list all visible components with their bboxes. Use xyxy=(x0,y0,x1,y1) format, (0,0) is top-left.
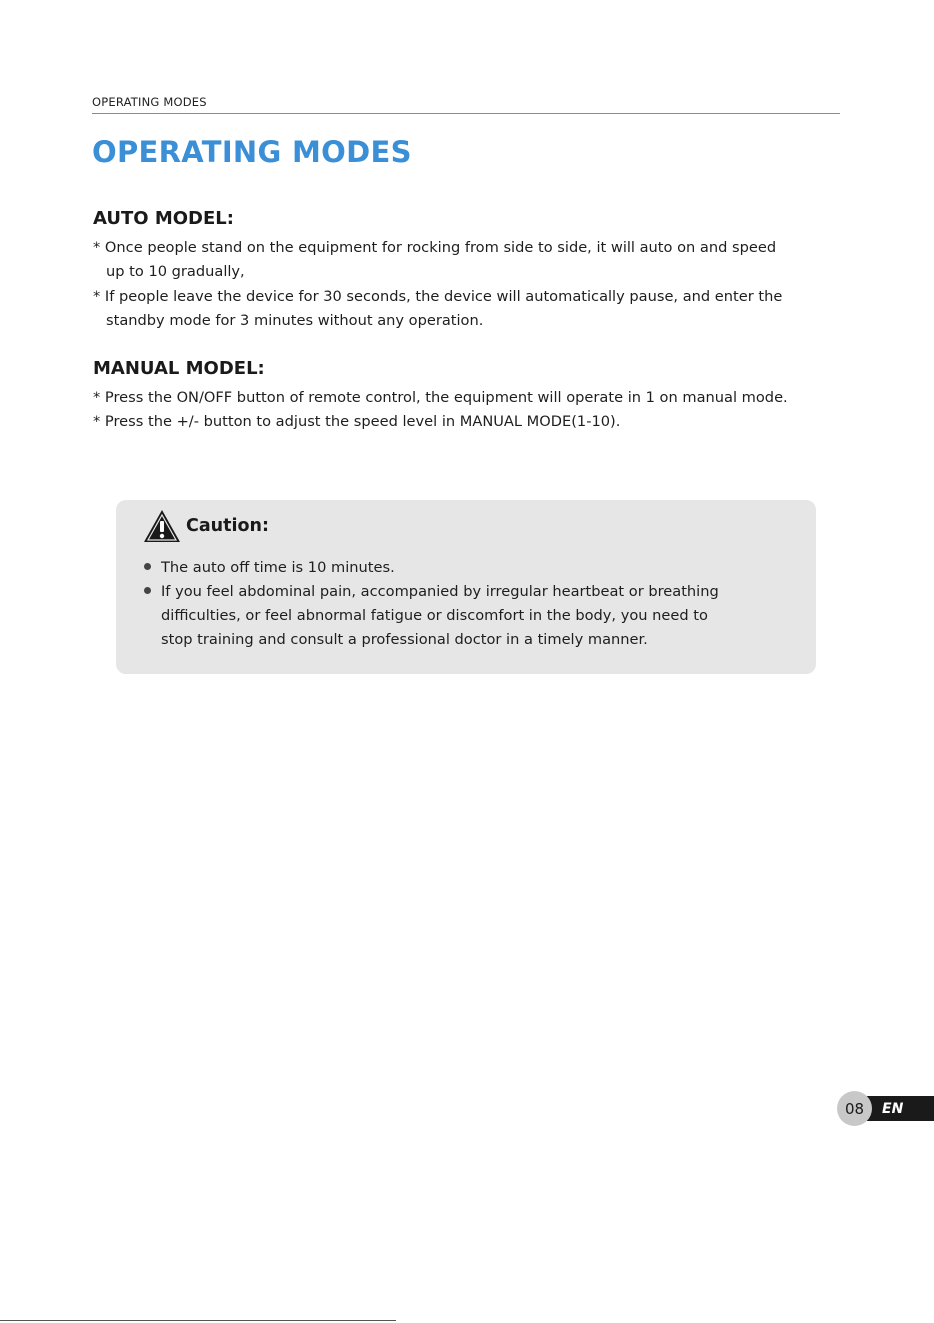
auto-model-heading: AUTO MODEL: xyxy=(93,208,234,229)
manual-model-heading: MANUAL MODEL: xyxy=(93,358,265,379)
caution-title-row xyxy=(143,509,269,543)
caution-item-2-line-2: difficulties, or feel abnormal fatigue or discomfort in the body, you need to xyxy=(161,607,708,624)
manual-model-line-1: * Press the ON/OFF button of remote control, the equipment will operate in 1 on manual mode. xyxy=(93,389,788,406)
caution-title: Caution: xyxy=(186,516,269,536)
auto-model-line-4-text: standby mode for 3 minutes without any operation. xyxy=(106,312,484,329)
caution-item-2 xyxy=(144,580,719,652)
auto-model-line-2 xyxy=(93,260,873,284)
auto-model-line-2-text: up to 10 gradually, xyxy=(106,263,245,280)
running-header: OPERATING MODES xyxy=(92,95,207,109)
caution-item-1 xyxy=(144,556,395,580)
language-tab: EN xyxy=(866,1096,934,1121)
warning-triangle-icon xyxy=(143,509,181,543)
header-divider xyxy=(92,113,840,114)
auto-model-line-3: * If people leave the device for 30 seconds, the device will automatically pause, and enter the xyxy=(93,288,783,305)
page-number: 08 xyxy=(837,1091,872,1126)
caution-item-2-line-3: stop training and consult a professional doctor in a timely manner. xyxy=(161,631,648,648)
manual-model-line-2: * Press the +/- button to adjust the speed level in MANUAL MODE(1-10). xyxy=(93,413,621,430)
page-title: OPERATING MODES xyxy=(92,135,412,169)
bullet-dot-icon xyxy=(144,587,151,594)
caution-box xyxy=(116,500,816,674)
caution-item-2-line-1: If you feel abdominal pain, accompanied by irregular heartbeat or breathing xyxy=(161,583,719,600)
caution-item-1-line-1: The auto off time is 10 minutes. xyxy=(161,559,395,576)
footer-rule xyxy=(0,1320,396,1321)
auto-model-line-1: * Once people stand on the equipment for rocking from side to side, it will auto on and speed xyxy=(93,239,777,256)
auto-model-line-4 xyxy=(93,309,873,333)
bullet-dot-icon xyxy=(144,563,151,570)
